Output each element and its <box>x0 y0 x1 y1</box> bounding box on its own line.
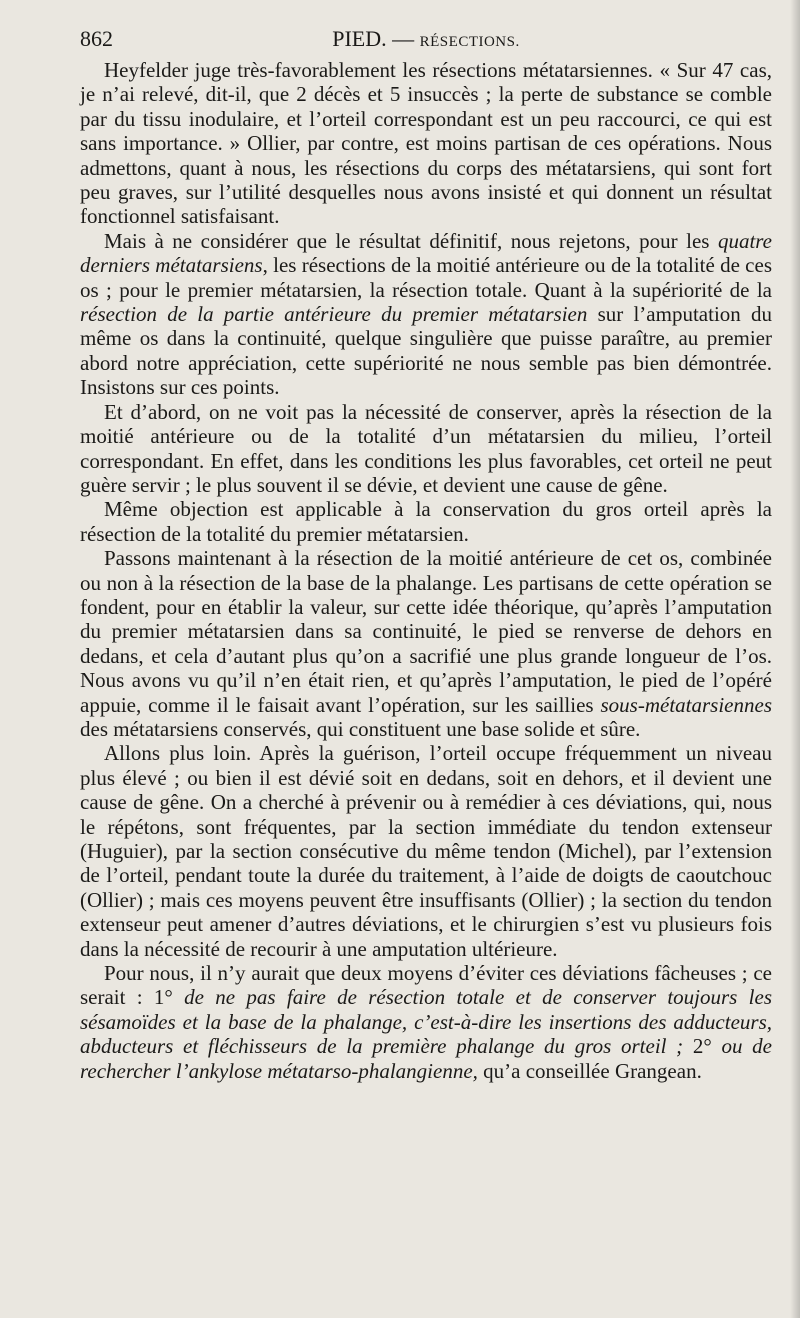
paragraph <box>80 961 772 1083</box>
italic-text: résection de la partie antérieure du premier métatarsien <box>80 302 588 327</box>
text-run: Allons plus loin. Après la guérison, l’orteil occupe fréquemment un niveau plus élevé ; ou bien il est dévié soit en dedans, soit en dehors, et il devient une cause de gêne. On a cherché à prévenir ou à remédier à ces déviations, qui, nous le répétons, sont fréquentes, par la section immédiate du tendon extenseur (Huguier), par la section consécutive du même tendon (Michel), par l’extension de l’orteil, pendant toute la durée du traitement, à l’aide de doigts de caoutchouc (Ollier) ; mais ces moyens peuvent être insuffisants (Ollier) ; la section du tendon extenseur peut amener d’autres déviations, et le chirurgien s’est vu plusieurs fois dans la nécessité de recourir à une amputation ultérieure. <box>80 741 772 961</box>
italic-text: de ne pas faire de résection totale et de conserver toujours les sésamoïdes et la base de la phalange, c’est-à-dire les insertions des adducteurs, abducteurs et fléchisseurs de la première phalange du gros orteil ; <box>80 985 772 1059</box>
page-edge-shadow <box>790 0 800 1318</box>
text-run: Même objection est applicable à la conservation du gros orteil après la résection de la totalité du premier métatarsien. <box>80 497 772 546</box>
text-run: qu’a conseillée Grangean. <box>477 1058 702 1083</box>
paragraph <box>80 229 772 400</box>
italic-text: quatre derniers métatarsiens <box>80 228 772 278</box>
page-header <box>80 22 772 56</box>
text-run: Passons maintenant à la résection de la moitié antérieure de cet os, combinée ou non à la résection de la base de la phalange. Les partisans de cette opération se fondent, pour en établir la valeur, sur cette idée théorique, qu’après l’amputation du premier métatarsien dans sa continuité, le pied se renverse de dehors en dedans, et cela d’autant plus qu’on a sacrifié une plus grande longueur de l’os. Nous avons vu qu’il n’en était rien, et qu’après l’amputation, le pied de l’opéré appuie, comme il le faisait avant l’opération, sur les saillies <box>80 546 772 717</box>
page-number: 862 <box>80 26 113 51</box>
paragraph <box>80 741 772 961</box>
running-title <box>80 26 772 52</box>
paragraph <box>80 58 772 229</box>
paragraph <box>80 546 772 741</box>
paragraph <box>80 497 772 546</box>
running-title-section: RÉSECTIONS. <box>419 34 520 50</box>
paragraph <box>80 400 772 498</box>
text-run: Heyfelder juge très-favorablement les résections métatarsiennes. « Sur 47 cas, je n’ai relevé, dit-il, que 2 décès et 5 insuccès ; la perte de substance se comble par du tissu inodulaire, et l’orteil correspondant est un peu raccourci, ce qui est sans importance. » Ollier, par contre, est moins partisan de ces opérations. Nous admettons, quant à nous, les résections du corps des métatarsiens, qui sont fort peu graves, sur l’utilité desquelles nous avons insisté et qui donnent un résultat fonctionnel satisfaisant. <box>80 58 772 229</box>
text-run: , les résections de la moitié antérieure ou de la totalité de ces os ; pour le premier métatarsien, la résection totale. Quant à la supériorité de la <box>80 253 773 302</box>
italic-text: sous-métatarsiennes <box>600 692 772 717</box>
text-run: des métatarsiens conservés, qui constituent une base solide et sûre. <box>80 716 641 741</box>
text-run: sur l’amputation du même os dans la continuité, quelque singulière que puisse paraître, au premier abord notre appréciation, cette supériorité ne nous semble pas bien démontrée. Insistons sur ces points. <box>80 302 772 400</box>
italic-text: ou de rechercher l’ankylose métatarso-phalangienne, <box>80 1034 772 1083</box>
text-run: Pour nous, il n’y aurait que deux moyens d’éviter ces déviations fâcheuses ; ce serait : 1° <box>80 961 772 1010</box>
text-run: Et d’abord, on ne voit pas la nécessité de conserver, après la résection de la moitié antérieure ou de la totalité d’un métatarsien du milieu, l’orteil correspondant. En effet, dans les conditions les plus favorables, cet orteil ne peut guère servir ; le plus souvent il se dévie, et devient une cause de gêne. <box>80 399 772 497</box>
text-run: 2° <box>683 1034 722 1059</box>
text-run: Mais à ne considérer que le résultat définitif, nous rejetons, pour les <box>104 228 718 253</box>
body-text <box>80 58 772 1083</box>
running-title-main: PIED. — <box>332 26 420 51</box>
